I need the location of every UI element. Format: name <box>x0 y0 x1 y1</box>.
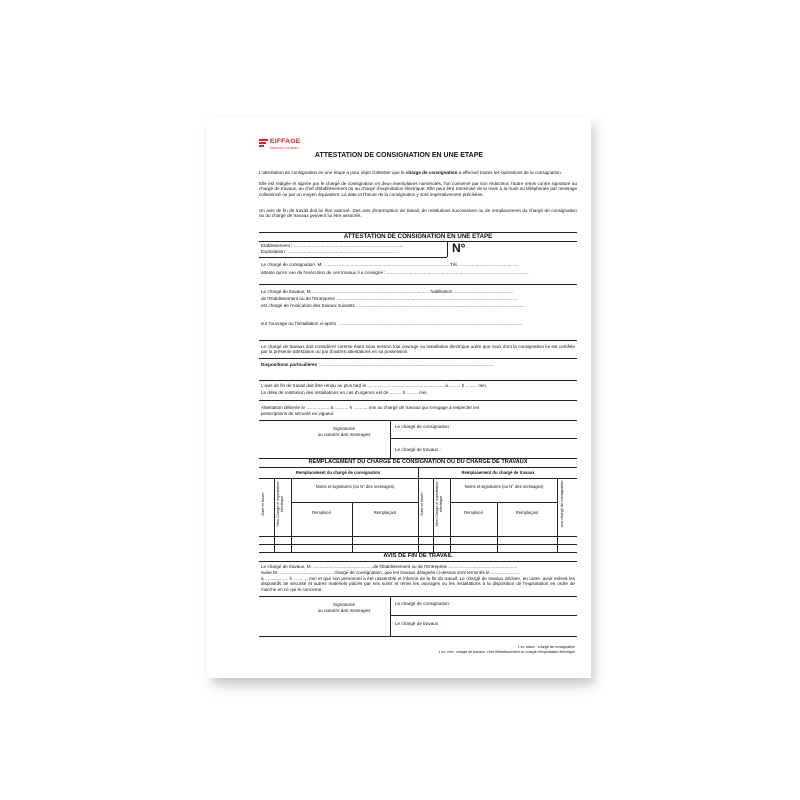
numero-label: N° <box>452 241 466 255</box>
right-visa-consignation-header: visa chargé de consignation <box>560 480 564 528</box>
delivree-field[interactable]: Attestation délivrée le .................. à ........... h ........... min au chargé de travaux qui s'engage à respecter les <box>261 405 480 410</box>
avis-rendu-field[interactable]: L'avis de fin de travail doit être rendu au plus tard le ............................................................ à ......... h ......... min. <box>261 383 488 388</box>
prescriptions-text: prescriptions de sécurité en vigueur. <box>261 411 335 416</box>
fin-sig-travaux-field[interactable]: Le chargé de travaux : <box>395 621 441 626</box>
table-row-line <box>259 544 577 545</box>
etablissement-entreprise-field[interactable]: de l'Etablissement ou de l'Entreprise .............................................................................................................................................. <box>261 296 518 301</box>
divider <box>433 478 434 552</box>
intro-paragraph-2: Elle est rédigée et signée par le chargé de consignation en deux exemplaires numérotés, l'un conservé par son rédacteur, l'autre remis contre signature au chargé de travaux, au chef d'établissement ou au chargé d'exploitation électrique. Elle peut être transmise de la main à la main ou téléphonée par message collationné ou par un moyen équivalent. La date et l'heure de la consignation y sont impérativement précisées. <box>259 181 577 197</box>
section1-heading: ATTESTATION DE CONSIGNATION EN UNE ETAPE <box>343 233 493 240</box>
divider <box>450 502 557 503</box>
considerer-text: Le chargé de travaux doit considérer comme étant sous tension tout ouvrage ou installation électrique autre que ceux dont la consignation lui est certifiée par la présente attestation ou par d'autres attestations en sa possession. <box>261 344 575 355</box>
right-visa-header: Visa Chargé d' exploitation électrique <box>435 481 444 527</box>
delai-field[interactable]: Le délai de restitution des installations en cas d'urgence est de ......... h ......... min. <box>261 390 428 395</box>
left-noms-header: Noms et signatures (ou N° des messages) <box>315 484 395 489</box>
divider <box>291 478 292 552</box>
etablissement-field[interactable]: Etablissement : ...................................................................................... <box>261 243 404 248</box>
divider <box>259 257 447 258</box>
divider <box>447 241 448 257</box>
right-table-title: Remplacement du chargé de travaux <box>461 470 535 475</box>
document-title: ATTESTATION DE CONSIGNATION EN UNE ETAPE <box>314 152 484 159</box>
divider <box>259 358 577 359</box>
right-remplacant-header: Remplaçant <box>515 510 539 515</box>
logo-brand: EIFFAGE <box>270 138 301 145</box>
right-noms-header: Noms et signatures (ou N° des messages) <box>464 484 544 489</box>
left-table-title: Remplacement du chargé de consignation <box>295 470 381 475</box>
footer-note-1: 1 ex. blanc : chargé de consignation <box>517 645 575 649</box>
exploitation-field[interactable]: Exploitation : ...................................................................................... <box>261 249 399 254</box>
divider <box>259 241 577 242</box>
right-remplace-header: Remplacé <box>464 510 483 515</box>
divider <box>291 502 418 503</box>
fin-charge-travaux-field[interactable]: Le chargé de travaux, M. ...............................................de l'Etablissement ou de l'Entreprise ...................................................... <box>261 564 518 569</box>
divider <box>259 596 577 597</box>
intro-paragraph-1: L'attestation de consignation en une étape a pour objet d'attester que le charge de consignation a effectué toutes les opérations de la consignation. <box>259 170 563 175</box>
fin-avise-field[interactable]: avise M. .......................................... chargé de consignation, que les travaux désignés ci-dessus sont terminés le ...................... <box>261 570 519 575</box>
charge-travaux-field[interactable]: Le chargé de travaux, M. ........................................................................................... habilitation ............................................... <box>261 289 514 294</box>
divider <box>450 478 451 552</box>
divider <box>557 478 558 552</box>
divider <box>259 636 577 637</box>
divider <box>259 380 577 381</box>
divider <box>390 438 577 439</box>
fin-declaration-text: à .................. h ........... min et que son personnel a été rassemblé et informé de la fin du travail. Le chargé de travaux déclare, en outre, avoir enlevé les dispositifs de sécurité et autres matériels placés par ses soins et remis les ouvrages ou les installations à la disposition de l'exploitation en ordre de marche en ce qui le concerne. <box>261 576 575 592</box>
intro-paragraph-3: Un avis de fin de travail doit lui être associé. Des avis d'interruption de travail, de restitutions successives ou de remplacement du chargé de consignation ou du chargé de travaux peuvent lui être associés. <box>259 208 577 219</box>
left-remplacant-header: Remplaçant <box>373 510 397 515</box>
left-visa-header: Visa Chargé d' exploitation électrique <box>276 481 285 527</box>
divider <box>390 596 391 636</box>
fin-sig-consignation-field[interactable]: Le chargé de consignation : <box>395 601 452 606</box>
signatures-label: Signatures <box>333 426 355 431</box>
divider <box>418 467 419 552</box>
execution-field[interactable]: est chargé de l'exécution des travaux suivants .................................................................................................................................... <box>261 303 525 308</box>
footer-note-2: 1 ex. vert : chargé de travaux, chef d'établissement ou chargé d'exploitation électrique <box>438 650 575 654</box>
sig-travaux-field[interactable]: Le chargé de travaux : <box>395 447 441 452</box>
charge-consignation-field[interactable]: Le chargé de consignation, M. ...................................................................................................Tél. .............................................. <box>261 262 518 267</box>
logo-subtitle: ENERGIE SYSTEMES <box>270 146 299 150</box>
section3-heading: AVIS DE FIN DE TRAVAIL <box>383 553 453 559</box>
ouvrage-field[interactable]: sur l'ouvrage ou l'installation ci-après : ............................................................................................................................................... <box>261 321 523 326</box>
divider <box>390 420 391 458</box>
section2-heading: REMPLACEMENT DU CHARGE DE CONSIGNATION OU DU CHARGE DE TRAVAUX <box>308 459 528 465</box>
sig-consignation-field[interactable]: Le chargé de consignation : <box>395 424 452 429</box>
left-date-heure-header: Date et heure <box>261 492 265 516</box>
divider <box>259 400 577 401</box>
divider <box>259 561 577 562</box>
divider <box>390 615 577 616</box>
signatures-sublabel: ou numéro des messages <box>317 432 371 437</box>
fin-signatures-sublabel: ou numéro des messages <box>317 608 371 613</box>
document-sheet <box>207 118 591 678</box>
right-date-heure-header: Date et heure <box>420 492 424 516</box>
divider <box>259 284 577 285</box>
left-remplace-header: Remplacé <box>312 510 331 515</box>
fin-signatures-label: Signatures <box>333 602 355 607</box>
table-row-line <box>259 536 577 537</box>
dispositions-field[interactable]: Dispositions particulières : ....................................................................................................................................... <box>261 362 494 367</box>
atteste-field[interactable]: atteste qu'en vue de l'exécution de ces travaux il a consigné : ............................................................................................................... <box>261 270 529 275</box>
divider <box>259 340 577 341</box>
divider <box>259 420 577 421</box>
divider <box>259 478 577 479</box>
eiffage-logo-icon <box>259 139 268 147</box>
divider <box>274 478 275 552</box>
